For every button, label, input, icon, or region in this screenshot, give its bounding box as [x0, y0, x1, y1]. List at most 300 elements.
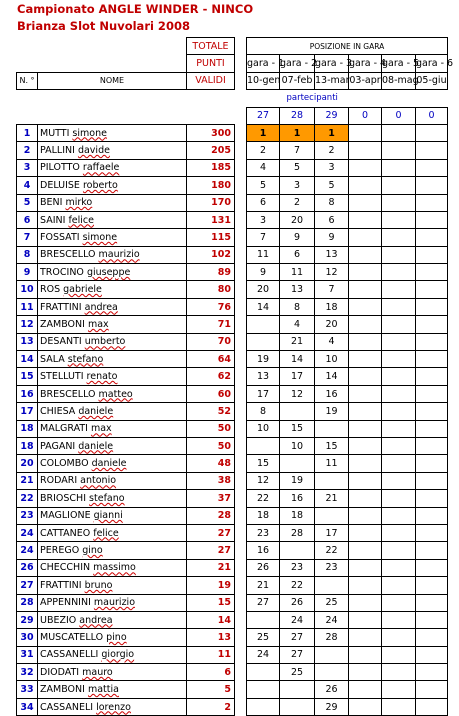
table-row — [17, 351, 448, 368]
race-1-position: 6 — [247, 194, 280, 211]
rank-cell: 23 — [17, 507, 38, 524]
partecipanti-2: 28 — [280, 107, 315, 124]
name-cell — [38, 681, 187, 698]
first-name: lorenzo — [96, 701, 131, 713]
race-4-position — [349, 211, 382, 228]
race-3-date: 13-mar — [315, 72, 349, 89]
race-4-position — [349, 420, 382, 437]
race-5-position — [382, 385, 416, 402]
race-1-position — [247, 681, 280, 698]
first-name: max — [87, 318, 109, 330]
first-name: bruno — [84, 579, 113, 591]
race-4-position — [349, 664, 382, 681]
rank-cell: 17 — [17, 403, 38, 420]
race-6-position — [416, 420, 448, 437]
surname: BRIOSCHI — [40, 492, 87, 504]
race-6-position — [416, 229, 448, 246]
name-cell — [38, 159, 187, 176]
spacer-cell — [235, 664, 247, 681]
race-6-position — [416, 629, 448, 646]
spacer-cell — [235, 455, 247, 472]
race-6-position — [416, 507, 448, 524]
race-6-position — [416, 351, 448, 368]
surname: BENI — [40, 197, 63, 209]
points-cell: 28 — [187, 507, 235, 524]
race-6-position — [416, 124, 448, 141]
points-cell: 76 — [187, 298, 235, 315]
race-2-position: 6 — [280, 246, 315, 263]
header-n: N. ° — [17, 72, 38, 89]
race-2-position: 25 — [280, 664, 315, 681]
race-6-position — [416, 472, 448, 489]
race-5-position — [382, 333, 416, 350]
race-4-position — [349, 316, 382, 333]
race-1-position — [247, 316, 280, 333]
points-cell: 115 — [187, 229, 235, 246]
race-4-position — [349, 403, 382, 420]
table-row — [17, 472, 448, 489]
surname: ROS — [40, 284, 61, 296]
points-cell: 52 — [187, 403, 235, 420]
race-6-position — [416, 142, 448, 159]
table-row — [17, 159, 448, 176]
points-cell: 71 — [187, 316, 235, 333]
race-6-position — [416, 385, 448, 402]
race-5-position — [382, 629, 416, 646]
race-1-position: 1 — [247, 124, 280, 141]
spacer-cell — [235, 594, 247, 611]
name-cell — [38, 403, 187, 420]
points-cell: 19 — [187, 577, 235, 594]
race-6-position — [416, 211, 448, 228]
header-punti: PUNTI — [187, 55, 235, 72]
race-3-position: 19 — [315, 403, 349, 420]
race-2-position: 1 — [280, 124, 315, 141]
name-cell — [38, 490, 187, 507]
spacer-cell — [235, 507, 247, 524]
surname: COLOMBO — [40, 458, 89, 470]
first-name: maurizio — [98, 249, 140, 261]
first-name: felice — [68, 214, 94, 226]
spacer-cell — [235, 698, 247, 715]
points-cell: 131 — [187, 211, 235, 228]
race-5-position — [382, 611, 416, 628]
rank-cell: 6 — [17, 211, 38, 228]
race-3-position: 11 — [315, 455, 349, 472]
race-2-position: 21 — [280, 333, 315, 350]
race-3-position: 22 — [315, 542, 349, 559]
first-name: roberto — [82, 179, 118, 191]
race-2-position: 19 — [280, 472, 315, 489]
race-1-label: gara - 1 — [247, 55, 280, 72]
race-1-position: 15 — [247, 455, 280, 472]
name-cell — [38, 298, 187, 315]
spacer-cell — [235, 316, 247, 333]
race-6-position — [416, 698, 448, 715]
partecipanti-row — [17, 107, 448, 124]
surname: RODARI — [40, 475, 78, 487]
race-1-position — [247, 664, 280, 681]
name-cell — [38, 664, 187, 681]
surname: PEREGO — [40, 545, 80, 557]
name-cell — [38, 524, 187, 541]
race-3-position: 2 — [315, 142, 349, 159]
race-3-position — [315, 420, 349, 437]
first-name: maurizio — [93, 597, 136, 609]
table-row — [17, 194, 448, 211]
first-name: felice — [93, 527, 119, 539]
rank-cell: 30 — [17, 629, 38, 646]
name-cell — [38, 594, 187, 611]
race-2-position: 5 — [280, 159, 315, 176]
table-row — [17, 142, 448, 159]
first-name: giuseppe — [86, 266, 131, 278]
name-cell — [38, 542, 187, 559]
spacer-cell — [235, 264, 247, 281]
table-row — [17, 420, 448, 437]
table-row — [17, 246, 448, 263]
race-2-position: 18 — [280, 507, 315, 524]
race-6-position — [416, 246, 448, 263]
race-3-position: 12 — [315, 264, 349, 281]
race-3-position: 20 — [315, 316, 349, 333]
points-cell: 11 — [187, 646, 235, 663]
spacer-cell — [235, 368, 247, 385]
name-cell — [38, 351, 187, 368]
surname: STELLUTI — [40, 371, 84, 383]
rank-cell: 2 — [17, 142, 38, 159]
spacer-cell — [235, 298, 247, 315]
race-2-position: 27 — [280, 646, 315, 663]
race-2-position: 8 — [280, 298, 315, 315]
race-6-position — [416, 368, 448, 385]
race-1-position: 17 — [247, 385, 280, 402]
first-name: stefano — [89, 492, 125, 504]
surname: DIODATI — [40, 666, 80, 678]
rank-cell: 11 — [17, 298, 38, 315]
points-cell: 48 — [187, 455, 235, 472]
race-1-position: 7 — [247, 229, 280, 246]
race-5-position — [382, 316, 416, 333]
rank-cell: 1 — [17, 124, 38, 141]
points-cell: 6 — [187, 664, 235, 681]
race-3-label: gara - 3 — [315, 55, 349, 72]
spacer-cell — [235, 437, 247, 454]
name-cell — [38, 629, 187, 646]
surname: MUTTI — [40, 127, 70, 139]
first-name: simone — [72, 127, 107, 139]
rank-cell: 34 — [17, 698, 38, 715]
table-row — [17, 455, 448, 472]
race-3-position: 21 — [315, 490, 349, 507]
race-4-position — [349, 194, 382, 211]
table-row — [17, 681, 448, 698]
race-3-position — [315, 646, 349, 663]
table-row — [17, 403, 448, 420]
header-totale: TOTALE — [187, 38, 235, 55]
points-cell: 37 — [187, 490, 235, 507]
first-name: daniele — [91, 458, 127, 470]
race-5-position — [382, 124, 416, 141]
table-row — [17, 437, 448, 454]
points-cell: 89 — [187, 264, 235, 281]
points-cell: 70 — [187, 333, 235, 350]
race-5-position — [382, 681, 416, 698]
page-subtitle: Brianza Slot Nuvolari 2008 — [17, 19, 190, 33]
name-cell — [38, 472, 187, 489]
race-1-position: 20 — [247, 281, 280, 298]
race-5-position — [382, 177, 416, 194]
first-name: gabriele — [63, 284, 102, 296]
surname: SALA — [40, 353, 65, 365]
race-6-position — [416, 681, 448, 698]
race-4-position — [349, 333, 382, 350]
race-4-position — [349, 542, 382, 559]
race-3-position — [315, 664, 349, 681]
race-1-position: 3 — [247, 211, 280, 228]
table-row — [17, 559, 448, 576]
surname: MALGRATI — [40, 423, 88, 435]
race-2-position: 27 — [280, 629, 315, 646]
header-nome: NOME — [38, 72, 187, 89]
spacer-cell — [235, 177, 247, 194]
surname: MUSCATELLO — [40, 631, 104, 643]
name-cell — [38, 229, 187, 246]
spacer-cell — [235, 611, 247, 628]
table-row — [17, 646, 448, 663]
race-1-position: 24 — [247, 646, 280, 663]
rank-cell: 22 — [17, 490, 38, 507]
first-name: pino — [106, 631, 127, 643]
first-name: daniele — [78, 405, 114, 417]
rank-cell: 9 — [17, 264, 38, 281]
race-3-position: 16 — [315, 385, 349, 402]
race-3-position: 17 — [315, 524, 349, 541]
table-row — [17, 124, 448, 141]
name-cell — [38, 281, 187, 298]
race-4-position — [349, 594, 382, 611]
name-cell — [38, 246, 187, 263]
rank-cell: 26 — [17, 559, 38, 576]
race-4-position — [349, 281, 382, 298]
header-validi: VALIDI — [187, 72, 235, 89]
race-5-position — [382, 159, 416, 176]
first-name: mattia — [87, 684, 119, 696]
spacer-cell — [235, 142, 247, 159]
race-1-position: 23 — [247, 524, 280, 541]
race-4-position — [349, 159, 382, 176]
first-name: gino — [82, 545, 103, 557]
race-6-position — [416, 490, 448, 507]
rank-cell: 24 — [17, 542, 38, 559]
partecipanti-4: 0 — [349, 107, 382, 124]
race-2-position: 16 — [280, 490, 315, 507]
surname: DELUISE — [40, 179, 80, 191]
race-1-position: 25 — [247, 629, 280, 646]
surname: CASSANELLI — [40, 649, 99, 661]
race-1-position: 9 — [247, 264, 280, 281]
table-row — [17, 316, 448, 333]
race-5-position — [382, 490, 416, 507]
points-cell: 64 — [187, 351, 235, 368]
spacer-cell — [235, 420, 247, 437]
race-3-position — [315, 577, 349, 594]
race-6-position — [416, 664, 448, 681]
race-4-position — [349, 646, 382, 663]
surname: BRESCELLO — [40, 388, 96, 400]
points-cell: 38 — [187, 472, 235, 489]
race-4-position — [349, 455, 382, 472]
race-1-position: 18 — [247, 507, 280, 524]
points-cell: 60 — [187, 385, 235, 402]
rank-cell: 27 — [17, 577, 38, 594]
first-name: matteo — [98, 388, 133, 400]
race-4-position — [349, 385, 382, 402]
spacer-cell — [235, 351, 247, 368]
name-cell — [38, 559, 187, 576]
race-4-position — [349, 264, 382, 281]
page-title: Campionato ANGLE WINDER - NINCO — [17, 2, 254, 16]
header-row-2 — [17, 55, 448, 72]
surname: PAGANI — [40, 440, 76, 452]
points-cell: 50 — [187, 420, 235, 437]
surname: CASSANELI — [40, 701, 94, 713]
race-3-position: 18 — [315, 298, 349, 315]
race-5-position — [382, 246, 416, 263]
first-name: renato — [86, 371, 118, 383]
race-4-position — [349, 246, 382, 263]
points-cell: 80 — [187, 281, 235, 298]
race-1-position: 8 — [247, 403, 280, 420]
race-6-position — [416, 194, 448, 211]
race-6-position — [416, 264, 448, 281]
points-cell: 170 — [187, 194, 235, 211]
table-row — [17, 629, 448, 646]
partecipanti-label: partecipanti — [286, 93, 338, 104]
race-1-position: 22 — [247, 490, 280, 507]
race-2-position: 24 — [280, 611, 315, 628]
race-4-position — [349, 368, 382, 385]
spacer-cell — [235, 211, 247, 228]
points-cell: 50 — [187, 437, 235, 454]
name-cell — [38, 194, 187, 211]
points-cell: 14 — [187, 611, 235, 628]
race-5-position — [382, 194, 416, 211]
points-cell: 21 — [187, 559, 235, 576]
race-4-position — [349, 611, 382, 628]
spacer-cell — [235, 124, 247, 141]
race-3-position: 29 — [315, 698, 349, 715]
points-cell: 13 — [187, 629, 235, 646]
race-4-position — [349, 351, 382, 368]
spacer-cell — [235, 333, 247, 350]
race-6-label: gara - 6 — [416, 55, 448, 72]
table-row — [17, 490, 448, 507]
race-5-position — [382, 455, 416, 472]
surname: CHIESA — [40, 405, 76, 417]
race-5-position — [382, 281, 416, 298]
race-4-position — [349, 698, 382, 715]
rank-cell: 13 — [17, 333, 38, 350]
name-cell — [38, 507, 187, 524]
name-cell — [38, 333, 187, 350]
race-1-position — [247, 437, 280, 454]
rank-cell: 20 — [17, 455, 38, 472]
first-name: raffaele — [82, 162, 120, 174]
surname: FRATTINI — [40, 301, 82, 313]
race-4-position — [349, 298, 382, 315]
race-2-label: gara - 2 — [280, 55, 315, 72]
name-cell — [38, 437, 187, 454]
race-5-label: gara - 5 — [382, 55, 416, 72]
race-5-position — [382, 698, 416, 715]
race-1-position: 2 — [247, 142, 280, 159]
race-6-position — [416, 455, 448, 472]
race-3-position: 10 — [315, 351, 349, 368]
race-6-position — [416, 159, 448, 176]
race-2-position: 26 — [280, 594, 315, 611]
race-1-position: 16 — [247, 542, 280, 559]
partecipanti-3: 29 — [315, 107, 349, 124]
race-2-position: 9 — [280, 229, 315, 246]
surname: CATTANEO — [40, 527, 91, 539]
race-6-position — [416, 177, 448, 194]
partecipanti-6: 0 — [416, 107, 448, 124]
name-cell — [38, 124, 187, 141]
rank-cell: 5 — [17, 194, 38, 211]
rank-cell: 4 — [17, 177, 38, 194]
rank-cell: 31 — [17, 646, 38, 663]
race-1-position: 5 — [247, 177, 280, 194]
surname: APPENNINI — [40, 597, 91, 609]
rank-cell: 33 — [17, 681, 38, 698]
points-cell: 185 — [187, 159, 235, 176]
race-5-position — [382, 664, 416, 681]
first-name: andrea — [84, 301, 118, 313]
race-6-position — [416, 611, 448, 628]
race-1-position: 12 — [247, 472, 280, 489]
race-1-position: 13 — [247, 368, 280, 385]
rank-cell: 3 — [17, 159, 38, 176]
points-cell: 27 — [187, 524, 235, 541]
first-name: daniele — [78, 440, 114, 452]
race-2-position: 11 — [280, 264, 315, 281]
name-cell — [38, 698, 187, 715]
race-5-position — [382, 420, 416, 437]
race-1-position: 21 — [247, 577, 280, 594]
surname: FRATTINI — [40, 579, 82, 591]
name-cell — [38, 368, 187, 385]
race-6-position — [416, 559, 448, 576]
race-2-position: 23 — [280, 559, 315, 576]
name-cell — [38, 420, 187, 437]
first-name: massimo — [93, 562, 136, 574]
race-3-position: 6 — [315, 211, 349, 228]
race-6-position — [416, 577, 448, 594]
race-2-position — [280, 681, 315, 698]
rank-cell: 12 — [17, 316, 38, 333]
rank-cell: 15 — [17, 368, 38, 385]
race-3-position: 8 — [315, 194, 349, 211]
name-cell — [38, 577, 187, 594]
race-6-position — [416, 542, 448, 559]
name-cell — [38, 264, 187, 281]
first-name: max — [90, 423, 112, 435]
table-row — [17, 229, 448, 246]
first-name: simone — [82, 231, 118, 243]
race-5-position — [382, 264, 416, 281]
spacer-cell — [235, 159, 247, 176]
